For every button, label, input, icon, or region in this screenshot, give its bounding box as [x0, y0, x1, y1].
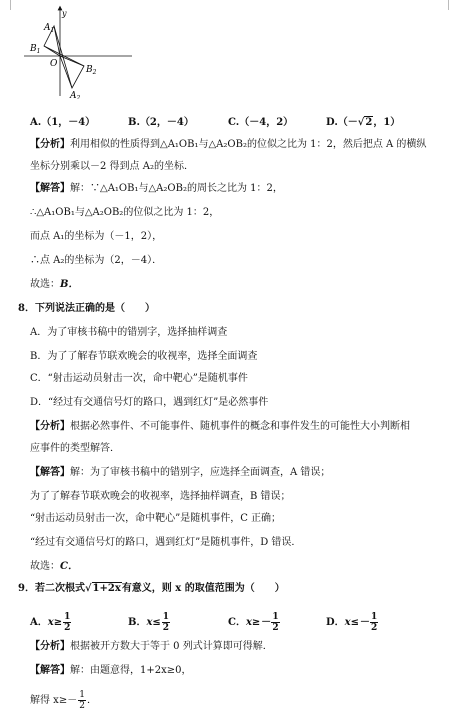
label-b2: $B_2$ [86, 65, 97, 76]
q8-solution-line1: 【解答】解：为了审核书稿中的错别字，应选择全面调查，A 错误； [30, 467, 331, 478]
crop-mark-right [448, 0, 449, 10]
label-a2: $A_2$ [70, 91, 81, 99]
label-a1: $A_1$ [44, 23, 55, 34]
q7-answer: 故选：B． [30, 279, 79, 290]
q7-option-b: B.（2，－4） [128, 117, 194, 128]
q7-option-d: D.（－√2，1） [326, 117, 401, 128]
label-y: y [62, 9, 67, 18]
q8-solution-line2: 为了了解春节联欢晚会的收视率，选择抽样调查，B 错误； [30, 491, 291, 502]
q8-stem: 8．下列说法正确的是（ ） [18, 303, 155, 314]
q8-option-b: B．为了了解春节联欢晚会的收视率，选择全面调查 [30, 351, 258, 362]
q8-option-d: D．“经过有交通信号灯的路口，遇到红灯”是必然事件 [30, 397, 269, 408]
q9-option-d: D．x≤－ $\frac{1}{2}$ [326, 612, 378, 633]
q8-option-c: C．“射击运动员射击一次，命中靶心”是随机事件 [30, 373, 248, 384]
q7-analysis-line2: 坐标分别乘以－2 得到点 A₂的坐标． [30, 161, 194, 172]
q9-option-b: B．x≤ $\frac{1}{2}$ [128, 612, 170, 633]
q8-solution-line3: “射击运动员射击一次，命中靶心”是随机事件，C 正确； [30, 513, 282, 524]
q7-solution-line1: 【解答】解：∵△A₁OB₁与△A₂OB₂的周长之比为 1：2， [30, 183, 283, 194]
q7-option-c: C.（－4，2） [228, 117, 294, 128]
label-b1: $B_1$ [30, 44, 41, 55]
q8-analysis-line2: 应事件的类型解答． [30, 443, 120, 454]
q7-solution-line2: ∴△A₁OB₁与△A₂OB₂的位似之比为 1：2， [30, 207, 220, 218]
q9-solution-line1: 【解答】解：由题意得，1+2x≥0， [30, 665, 192, 676]
q8-option-a: A．为了审核书稿中的错别字，选择抽样调查 [30, 327, 228, 338]
q8-answer: 故选：C． [30, 561, 78, 572]
q7-solution-line4: ∴点 A₂的坐标为（2，－4）． [30, 255, 163, 266]
q9-analysis-line1: 【分析】根据被开方数大于等于 0 列式计算即可得解． [30, 641, 273, 652]
coordinate-figure [24, 4, 134, 99]
q7-analysis-line1: 【分析】利用相似的性质得到△A₁OB₁与△A₂OB₂的位似之比为 1：2，然后把点 A 的横纵 [30, 139, 427, 150]
q9-option-c: C．x≥－ $\frac{1}{2}$ [228, 612, 279, 633]
crop-mark-left [10, 0, 11, 10]
triangle-a2ob2 [60, 56, 84, 88]
line-a1-a2 [54, 26, 72, 88]
q9-solution-line2: 解得 x≥－ $\frac{1}{2}$ ． [30, 690, 97, 711]
q7-option-a: A.（1，－4） [30, 117, 96, 128]
q8-analysis-line1: 【分析】根据必然事件、不可能事件、随机事件的概念和事件发生的可能性大小判断相 [30, 421, 410, 432]
q8-solution-line4: “经过有交通信号灯的路口，遇到红灯”是随机事件，D 错误． [30, 537, 302, 548]
q9-stem: 9．若二次根式√1+2x有意义，则 x 的取值范围为（ ） [18, 583, 285, 594]
label-o: O [50, 59, 58, 69]
q7-solution-line3: 而点 A₁的坐标为（－1，2）， [30, 231, 163, 242]
q9-option-a: A．x≥ $\frac{1}{2}$ [30, 612, 71, 633]
